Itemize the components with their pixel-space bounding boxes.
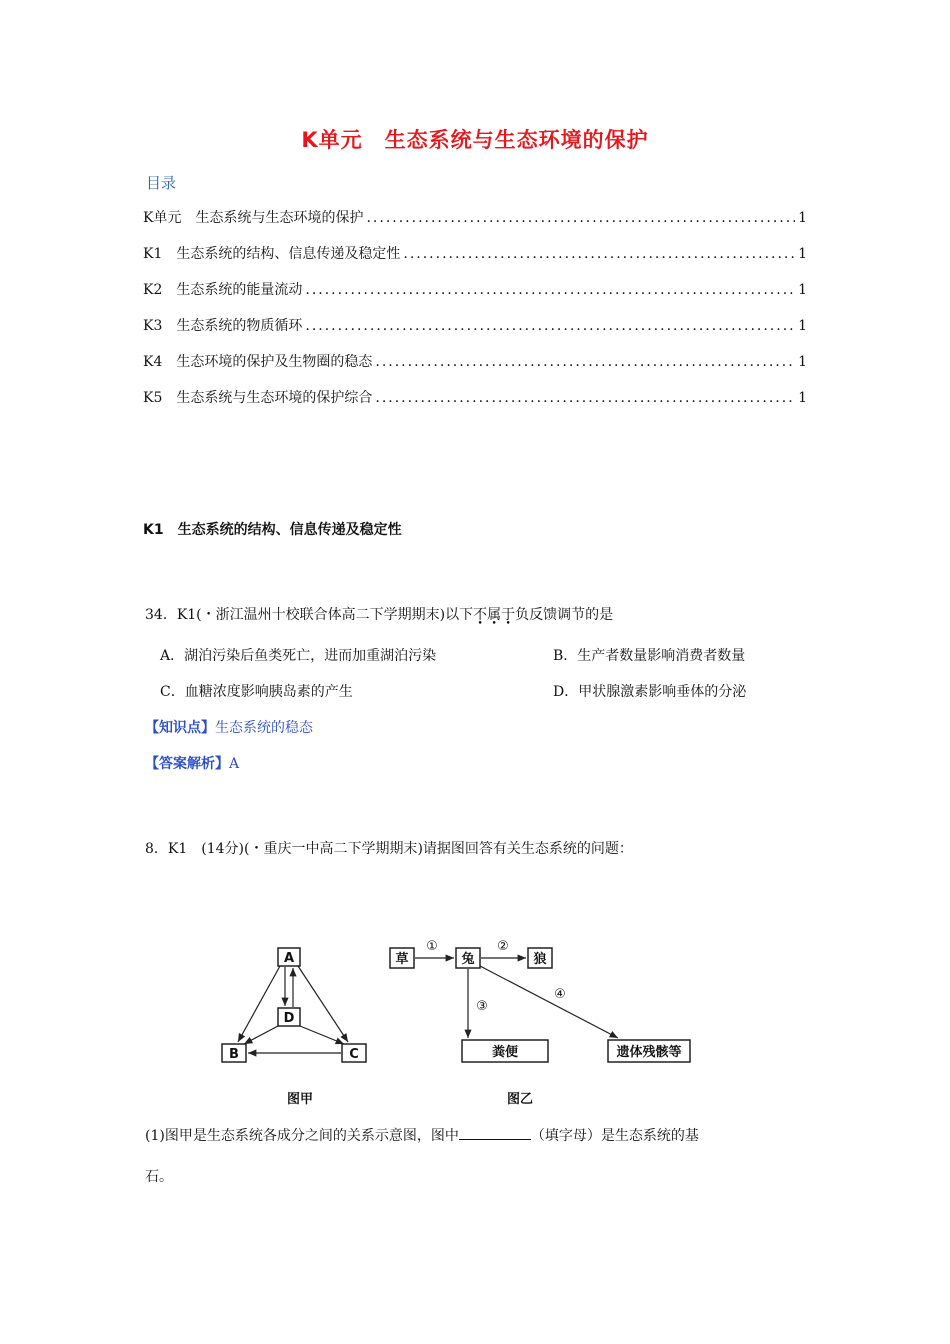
sub-question-1-text-a: (1)图甲是生态系统各成分之间的关系示意图，图中 <box>145 1128 459 1144</box>
arrow-d-to-b <box>244 1026 278 1044</box>
sub-question-1-continued: 石。 <box>145 1169 173 1185</box>
table-of-contents <box>143 207 807 423</box>
toc-item-page: 1 <box>798 282 807 298</box>
toc-item-label: K5 生态系统与生态环境的保护综合 <box>143 390 373 406</box>
toc-item-page: 1 <box>798 318 807 334</box>
toc-item-label: K4 生态环境的保护及生物圈的稳态 <box>143 354 373 370</box>
node-remains-label: 遗体残骸等 <box>616 1045 682 1060</box>
arrow-2-label: ② <box>497 939 509 954</box>
toc-item-page: 1 <box>798 390 807 406</box>
toc-item[interactable] <box>143 243 807 279</box>
arrow-4 <box>480 966 618 1038</box>
arrow-3-label: ③ <box>476 999 488 1014</box>
answer-blank[interactable] <box>459 1125 531 1140</box>
node-rabbit-label: 兔 <box>461 952 475 967</box>
node-feces-label: 粪便 <box>491 1045 519 1060</box>
question-34-stem <box>145 604 613 624</box>
diagram-yi <box>390 939 690 1107</box>
toc-leader-dots <box>375 390 795 406</box>
toc-leader-dots <box>375 354 795 370</box>
toc-item[interactable] <box>143 279 807 315</box>
toc-leader-dots <box>403 246 795 262</box>
knowledge-point-text: 生态系统的稳态 <box>215 720 313 736</box>
knowledge-point-label: 【知识点】 <box>145 720 215 736</box>
arrow-a-to-c <box>298 966 348 1042</box>
sub-question-1 <box>145 1125 699 1145</box>
answer-analysis <box>145 753 239 773</box>
arrow-d-to-c <box>300 1026 344 1044</box>
sub-question-1-text-b: （填字母）是生态系统的基 <box>530 1128 699 1144</box>
toc-leader-dots <box>305 318 795 334</box>
ecosystem-diagrams <box>210 928 710 1113</box>
arrow-1-label: ① <box>426 939 438 954</box>
caption-jia: 图甲 <box>286 1092 314 1107</box>
node-d-label: D <box>283 1011 295 1026</box>
toc-leader-dots <box>305 282 795 298</box>
node-c-label: C <box>349 1047 359 1062</box>
question-34-stem-suffix: 负反馈调节的是 <box>515 607 614 623</box>
toc-item[interactable] <box>143 315 807 351</box>
toc-item-page: 1 <box>798 210 807 226</box>
toc-item-label: K3 生态系统的物质循环 <box>143 318 303 334</box>
toc-item[interactable] <box>143 207 807 243</box>
node-grass-label: 草 <box>395 952 409 967</box>
answer-analysis-label: 【答案解析】 <box>145 756 229 772</box>
diagram-jia <box>222 948 366 1107</box>
answer-analysis-text: A <box>229 756 240 772</box>
toc-item-label: K1 生态系统的结构、信息传递及稳定性 <box>143 246 401 262</box>
question-34-stem-prefix: 34．K1(・浙江温州十校联合体高二下学期期末)以下 <box>145 607 474 623</box>
toc-item[interactable] <box>143 351 807 387</box>
toc-item-label: K单元 生态系统与生态环境的保护 <box>143 210 364 226</box>
emphasis-char: 于 <box>501 607 516 623</box>
caption-yi: 图乙 <box>506 1092 534 1107</box>
section-heading-k1: K1 生态系统的结构、信息传递及稳定性 <box>143 522 402 538</box>
toc-item-page: 1 <box>798 246 807 262</box>
node-b-label: B <box>229 1047 239 1062</box>
toc-heading: 目录 <box>146 174 177 192</box>
option-c: C．血糖浓度影响胰岛素的产生 <box>160 684 353 700</box>
node-wolf-label: 狼 <box>533 952 547 967</box>
arrow-a-to-b <box>238 966 280 1042</box>
toc-item-label: K2 生态系统的能量流动 <box>143 282 303 298</box>
node-a-label: A <box>283 951 295 966</box>
toc-leader-dots <box>366 210 795 226</box>
arrow-4-label: ④ <box>554 987 566 1002</box>
toc-item[interactable] <box>143 387 807 423</box>
option-b: B．生产者数量影响消费者数量 <box>553 648 746 664</box>
knowledge-point <box>145 717 313 737</box>
option-d: D．甲状腺激素影响垂体的分泌 <box>553 684 747 700</box>
page-title: K单元 生态系统与生态环境的保护 <box>301 128 649 152</box>
emphasis-char: 不 <box>473 607 488 623</box>
toc-item-page: 1 <box>798 354 807 370</box>
option-a: A．湖泊污染后鱼类死亡，进而加重湖泊污染 <box>160 648 437 664</box>
emphasis-char: 属 <box>487 607 502 623</box>
question-8-stem: 8．K1 (14分)(・重庆一中高二下学期期末)请据图回答有关生态系统的问题： <box>145 841 633 857</box>
